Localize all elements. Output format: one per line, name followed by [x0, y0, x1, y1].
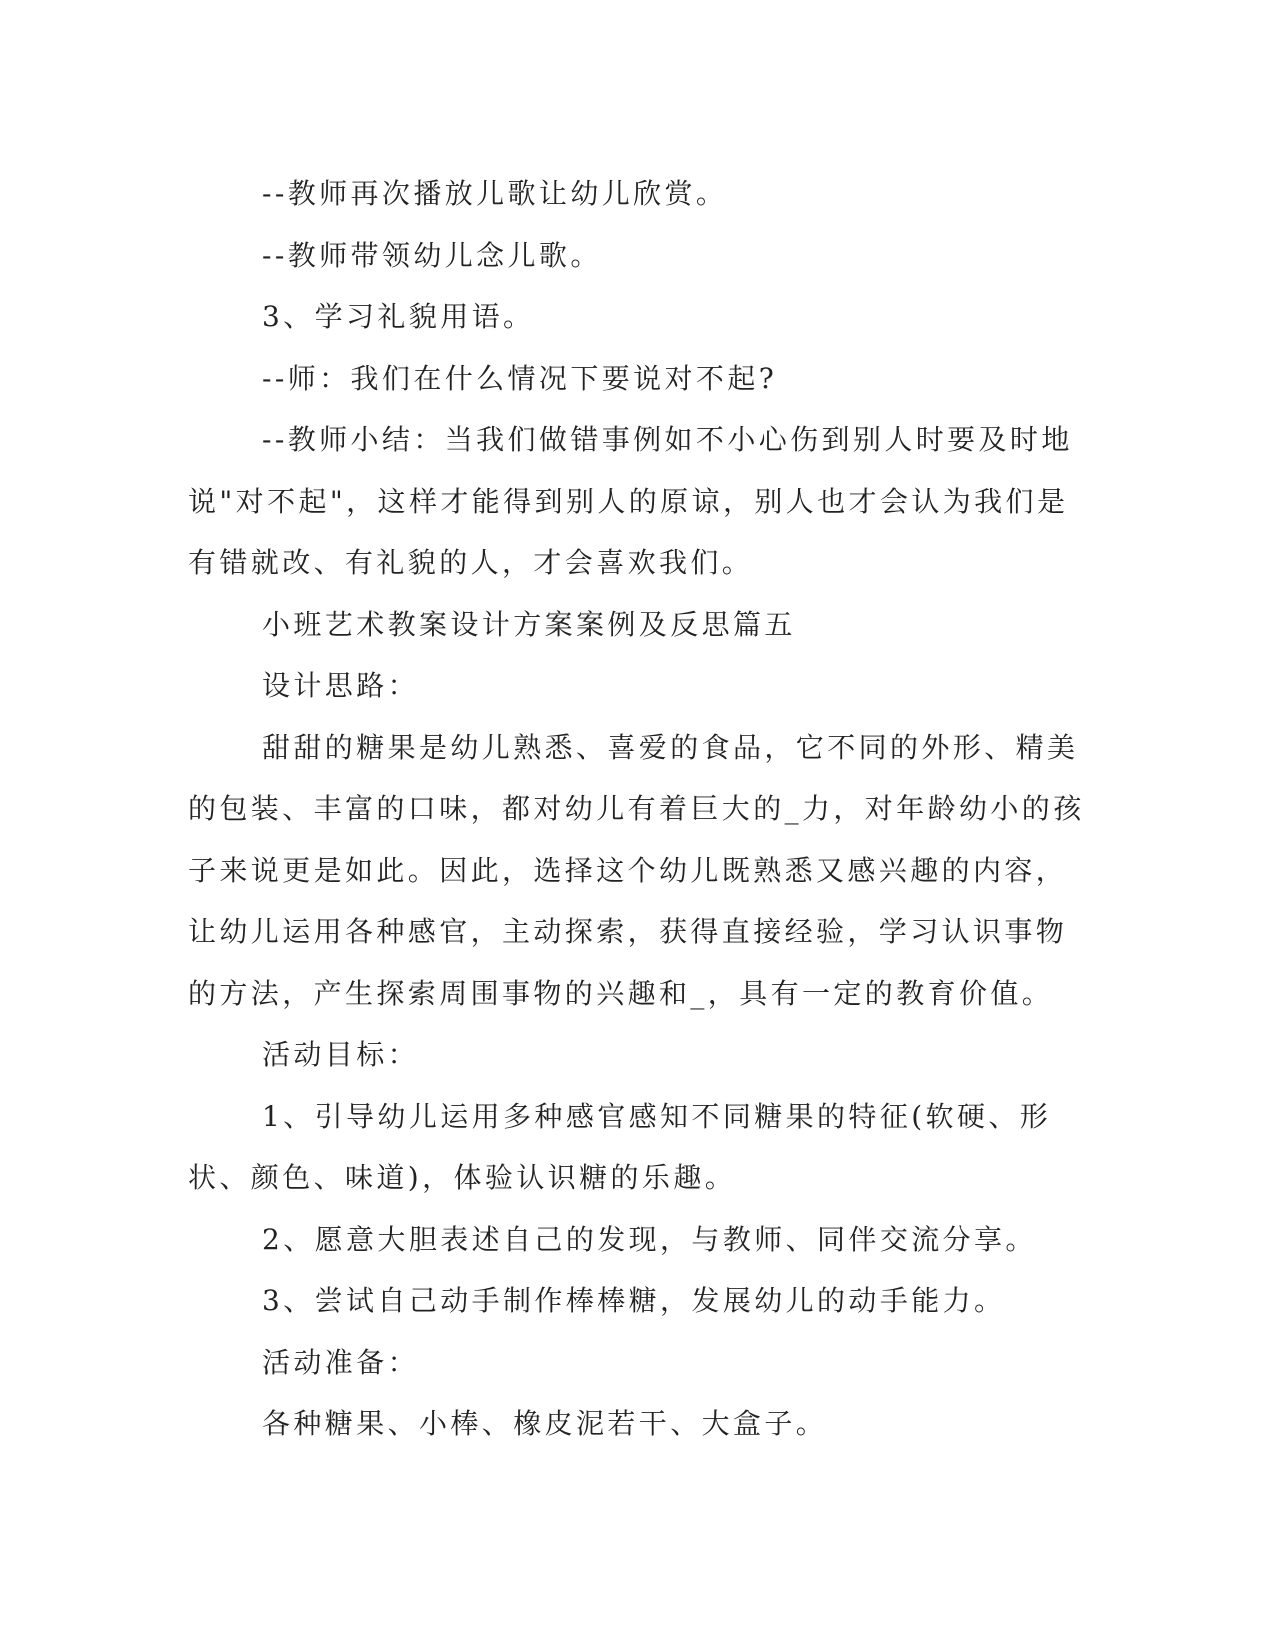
- paragraph-teacher-question: --师：我们在什么情况下要说对不起?: [262, 361, 778, 395]
- paragraph-polite-words: 3、学习礼貌用语。: [262, 300, 535, 333]
- paragraph-teacher-summary: --教师小结：当我们做错事例如不小心伤到别人时要及时地说"对不起"，这样才能得到别人的原谅，别人也才会认为我们是有错就改、有礼貌的人，才会喜欢我们。: [188, 423, 1073, 579]
- goal-item-3: 3、尝试自己动手制作棒棒糖，发展幼儿的动手能力。: [262, 1284, 1006, 1317]
- document-body: [188, 163, 1088, 1455]
- paragraph-lead-recite: --教师带领幼儿念儿歌。: [262, 238, 602, 272]
- heading-design-idea: 设计思路：: [262, 669, 420, 702]
- section-heading: 小班艺术教案设计方案案例及反思篇五: [262, 607, 796, 641]
- goal-item-1: 1、引导幼儿运用多种感官感知不同糖果的特征(软硬、形状、颜色、味道)，体验认识糖的乐趣。: [188, 1099, 1052, 1194]
- goal-item-2: 2、愿意大胆表述自己的发现，与教师、同伴交流分享。: [262, 1222, 1037, 1256]
- paragraph-design-idea: 甜甜的糖果是幼儿熟悉、喜爱的食品，它不同的外形、精美的包装、丰富的口味，都对幼儿有着巨大的_力，对年龄幼小的孩子来说更是如此。因此，选择这个幼儿既熟悉又感兴趣的内容，让幼儿运用各种感官，主动探索，获得直接经验，学习认识事物的方法，产生探索周围事物的兴趣和_，具有一定的教育价值。: [188, 730, 1085, 1010]
- paragraph-play-song: --教师再次播放儿歌让幼儿欣赏。: [262, 177, 728, 210]
- paragraph-materials: 各种糖果、小棒、橡皮泥若干、大盒子。: [262, 1407, 828, 1440]
- heading-activity-preparation: 活动准备：: [262, 1345, 420, 1379]
- heading-activity-goals: 活动目标：: [262, 1038, 420, 1071]
